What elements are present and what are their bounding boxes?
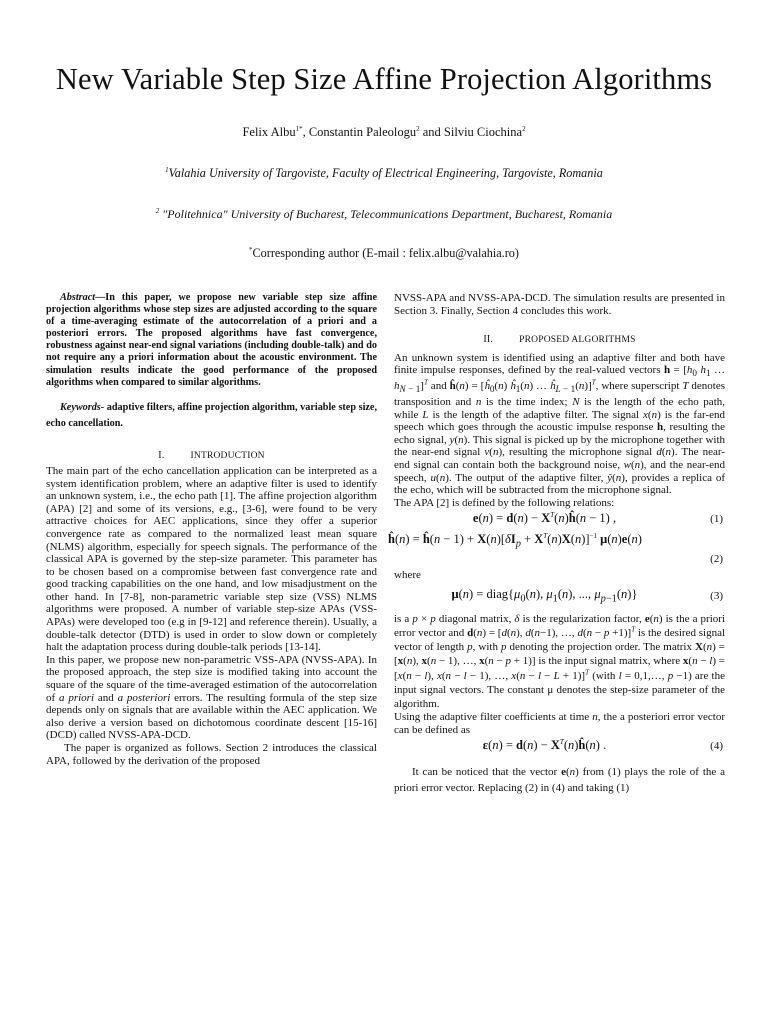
keywords-label: Keywords- bbox=[60, 401, 105, 413]
section2-paragraph-3: Using the adaptive filter coefficients at time n, the a posteriori error vector can be defined as bbox=[394, 711, 725, 736]
intro-paragraph-3-continued: NVSS-APA and NVSS-APA-DCD. The simulation results are presented in Section 3. Finally, Section 4 concludes this work. bbox=[394, 292, 725, 317]
intro-paragraph-3: The paper is organized as follows. Section 2 introduces the classical APA, followed by the derivation of the proposed bbox=[46, 742, 377, 767]
keywords bbox=[46, 400, 377, 432]
intro-paragraph-1: The main part of the echo cancellation application can be interpreted as a system identification problem, where an adaptive filter is used to identify an unknown system, i.e., the echo path [1]. The affine projection algorithm (APA) [2] and some of its versions, e.g., [3-6], were found to be very attractive choices for AEC applications, since they offer a superior convergence rate as compared to the normalized least mean square (NLMS) algorithm, especially for speech signals. The performance of the classical APA is governed by the step-size parameter. This parameter has to be chosen based on a compromise between fast convergence rate and good tracking capabilities on the one hand, and low misadjustment on the other hand. In [7-8], non-parametric variable step size (VSS) NLMS algorithms were proposed. A number of variable step-size APAs (VSS-APAs) were developed too (e.g in [9-12] and reference therein). Usually, a double-talk detector (DTD) is used in order to slow down or completely halt the adaptation process during double-talk periods [13-14]. bbox=[46, 464, 377, 654]
abstract-text: —In this paper, we propose new variable step size affine projection algorithms whose step sizes are adjusted according to the square of a time-averaging estimate of the autocorrelation of a priori and a posteriori errors. The proposed algorithms have fast convergence, robustness against near-end signal variations (including double-talk) and do not require any a priori information about the acoustic environment. The simulation results indicate the good performance of the proposed algorithms when compared to similar algorithms. bbox=[46, 292, 377, 388]
paper-title: New Variable Step Size Affine Projection Algorithms bbox=[55, 62, 713, 96]
section-heading-introduction: I. INTRODUCTION bbox=[158, 450, 265, 462]
equation-4: $\varepsilon(n) = d(n) - X^T(n)ĥ(n)$ . (4) bbox=[482, 738, 723, 753]
section2-paragraph-1: An unknown system is identified using an adaptive filter and both have finite impulse responses, defined by the real-valued vectors $h = [h_0$ $h_1$ … $h_{N - 1}]^T$ and ĥ(n) = [$ĥ_0(n)$ $ĥ_1(n)$ … $ĥ_{L - 1}(n)]^T$, where superscript T denotes transposition and n is the time index; N is the length of the echo path, while L is the length of the adaptive filter. The signal x(n) is the far-end speech which goes through the acoustic impulse response h, resulting the echo signal, y(n). This signal is picked up by the microphone together with the near-end signal v(n), resulting the microphone signal d(n). The near-end signal can contain both the background noise, w(n), and the near-end speech, u(n). The output of the adaptive filter, ŷ(n), provides a replica of the echo, which will be subtracted from the microphone signal. bbox=[394, 351, 726, 497]
left-column bbox=[46, 292, 377, 767]
affiliation-2: $^2$ "Politehnica" University of Bucharest, Telecommunications Department, Bucharest, Romania bbox=[155, 207, 613, 221]
section2-paragraph-2: is a p × p diagonal matrix, δ is the regularization factor, e(n) is the a priori error vector and d(n) = [d(n), d(n−1), …, d(n − p +1)]$^T$ is the desired signal vector of length p, with p denoting the projection order. The matrix X(n) = [x(n), x(n − 1), …, x(n − p + 1)] is the input signal matrix, where x(n − l) = [x(n − l), x(n − l − 1), …, x(n − l − L + 1)]$^T$ (with l = 0,1,…, p −1) are the input signal vectors. The constant μ denotes the step-size parameter of the algorithm. bbox=[394, 612, 726, 711]
section-heading-proposed: II. PROPOSED ALGORITHMS bbox=[483, 334, 636, 346]
equation-2-number: (2) bbox=[710, 553, 723, 566]
intro-paragraph-2: In this paper, we propose new non-parametric VSS-APA (NVSS-APA). In the proposed approach, the step size is modified taking into account the square of the square of the time-averaged estimation of the autocorrelation of a priori and a posteriori errors. The resulting formula of the step size depends only on signals that are available within the AEC application. We also derive a version based on dichotomous coordinate descent [15-16] (DCD) called NVSS-APA-DCD. bbox=[46, 653, 377, 742]
abstract bbox=[46, 292, 377, 389]
where-label: where bbox=[394, 569, 421, 582]
affiliation-1: $^1$Valahia University of Targoviste, Faculty of Electrical Engineering, Targoviste, Romania bbox=[165, 165, 603, 180]
section2-paragraph-4: It can be noticed that the vector e(n) from (1) plays the role of the a priori error vector. Replacing (2) in (4) and taking (1) bbox=[394, 766, 725, 795]
equation-3: $\mu(n) = diag\{\mu_0(n)$, $\mu_1(n)$, ..., $\mu_{p-1}(n)$} (3) bbox=[451, 586, 723, 605]
apa-definition: The APA [2] is defined by the following relations: bbox=[394, 496, 615, 509]
keywords-text: adaptive filters, affine projection algorithm, variable step size, echo cancellation. bbox=[46, 401, 377, 429]
equation-3-number: (3) bbox=[710, 589, 723, 602]
equation-4-number: (4) bbox=[710, 740, 723, 753]
corresponding-author: *Corresponding author (E-mail : felix.albu@valahia.ro) bbox=[249, 245, 519, 260]
equation-1-number: (1) bbox=[710, 513, 723, 526]
abstract-label: Abstract bbox=[60, 292, 96, 303]
right-column bbox=[388, 292, 726, 796]
equation-2: ĥ(n) = ĥ(n − $1) + X(n)[\delta I_p + X^T(n)X(n)]^{-1}$ μ(n)e(n) (2) bbox=[388, 532, 723, 566]
author-line: Felix Albu$^{1*}$, Constantin Paleologu$^2$ and Silviu Ciochina$^2$ bbox=[242, 124, 526, 139]
equation-1: $e(n) = d(n) - X^T(n)ĥ(n - 1)$ , (1) bbox=[472, 511, 723, 526]
